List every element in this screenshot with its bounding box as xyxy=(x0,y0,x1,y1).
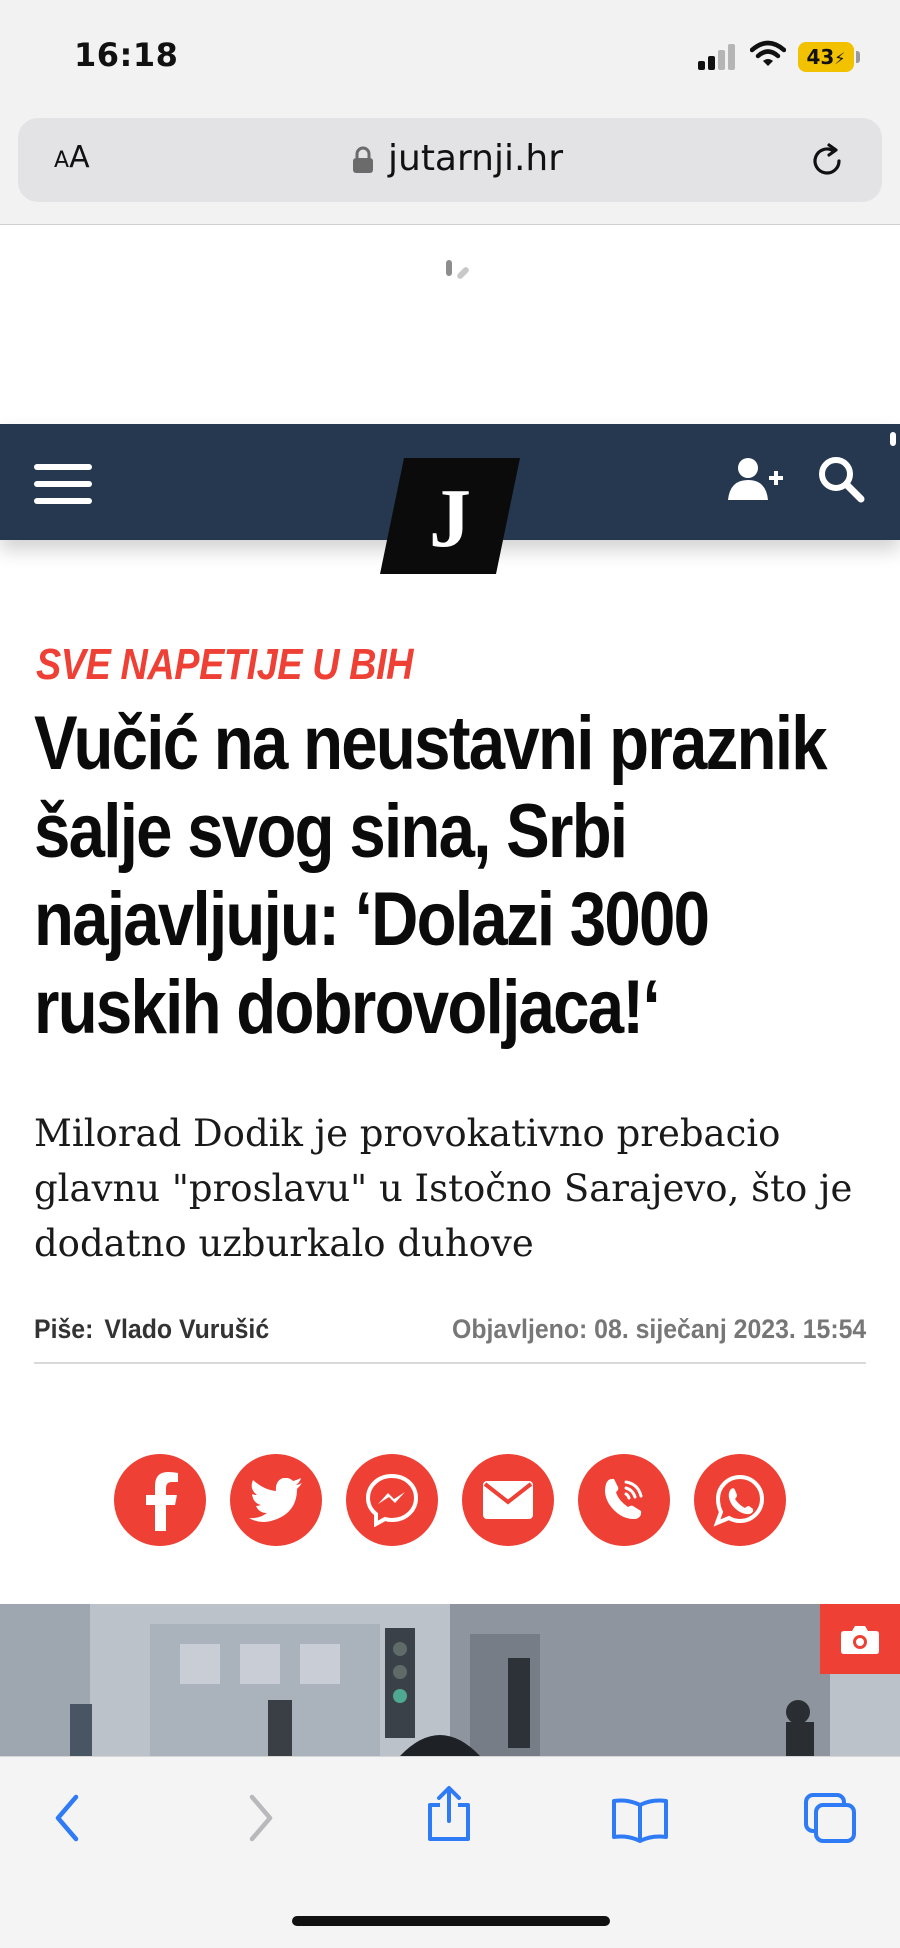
battery-indicator: 43⚡ xyxy=(798,42,854,72)
signal-icon xyxy=(698,42,738,70)
share-facebook-button[interactable] xyxy=(114,1454,206,1546)
share-buttons xyxy=(114,1454,794,1546)
facebook-icon xyxy=(138,1469,182,1531)
viber-icon xyxy=(600,1476,648,1524)
street-scene-image xyxy=(0,1604,900,1756)
photo-gallery-badge[interactable] xyxy=(820,1604,900,1674)
wifi-icon xyxy=(750,40,786,68)
scroll-indicator xyxy=(890,432,896,446)
forward-icon[interactable] xyxy=(244,1793,278,1843)
article-photo[interactable] xyxy=(0,1604,900,1756)
share-twitter-button[interactable] xyxy=(230,1454,322,1546)
byline xyxy=(34,1314,269,1345)
email-icon xyxy=(483,1481,533,1519)
battery-nub xyxy=(856,51,860,63)
reload-icon[interactable] xyxy=(808,142,846,180)
browser-address-area xyxy=(0,110,900,225)
user-add-icon[interactable] xyxy=(728,456,784,502)
article-lead: Milorad Dodik je provokativno prebacio glavnu "proslavu" u Istočno Sarajevo, što je dodatno uzburkalo duhove xyxy=(34,1112,853,1265)
messenger-icon xyxy=(365,1473,419,1527)
search-icon[interactable] xyxy=(816,454,866,504)
status-time: 16:18 xyxy=(74,36,179,74)
author-label: Piše: xyxy=(34,1314,94,1344)
lock-icon xyxy=(352,146,374,174)
share-messenger-button[interactable] xyxy=(346,1454,438,1546)
bookmarks-icon[interactable] xyxy=(610,1797,670,1843)
back-icon[interactable] xyxy=(50,1793,84,1843)
twitter-icon xyxy=(249,1478,303,1522)
loading-spinner-icon xyxy=(444,258,480,288)
tabs-icon[interactable] xyxy=(802,1791,858,1845)
share-email-button[interactable] xyxy=(462,1454,554,1546)
svg-text:J: J xyxy=(429,472,471,565)
ad-placeholder xyxy=(0,226,900,424)
address-bar[interactable] xyxy=(18,118,882,202)
published-date: Objavljeno: 08. siječanj 2023. 15:54 xyxy=(451,1314,866,1344)
whatsapp-icon xyxy=(713,1473,767,1527)
url-text[interactable]: jutarnji.hr xyxy=(388,138,564,179)
author-name[interactable]: Vlado Vurušić xyxy=(104,1314,270,1344)
article-kicker[interactable]: SVE NAPETIJE U BIH xyxy=(36,640,414,689)
article-meta xyxy=(34,1310,866,1364)
camera-icon xyxy=(840,1623,880,1655)
site-logo[interactable] xyxy=(380,458,520,574)
share-viber-button[interactable] xyxy=(578,1454,670,1546)
text-size-button[interactable]: AA xyxy=(54,140,90,175)
article-headline: Vučić na neustavni praznik šalje svog sina, Srbi najavljuju: ‘Dolazi 3000 ruskih dobrovoljaca!‘ xyxy=(34,701,826,1050)
share-whatsapp-button[interactable] xyxy=(694,1454,786,1546)
home-indicator xyxy=(292,1916,610,1926)
status-bar xyxy=(0,0,900,110)
hamburger-menu-icon[interactable] xyxy=(34,460,94,508)
share-icon[interactable] xyxy=(424,1785,474,1843)
